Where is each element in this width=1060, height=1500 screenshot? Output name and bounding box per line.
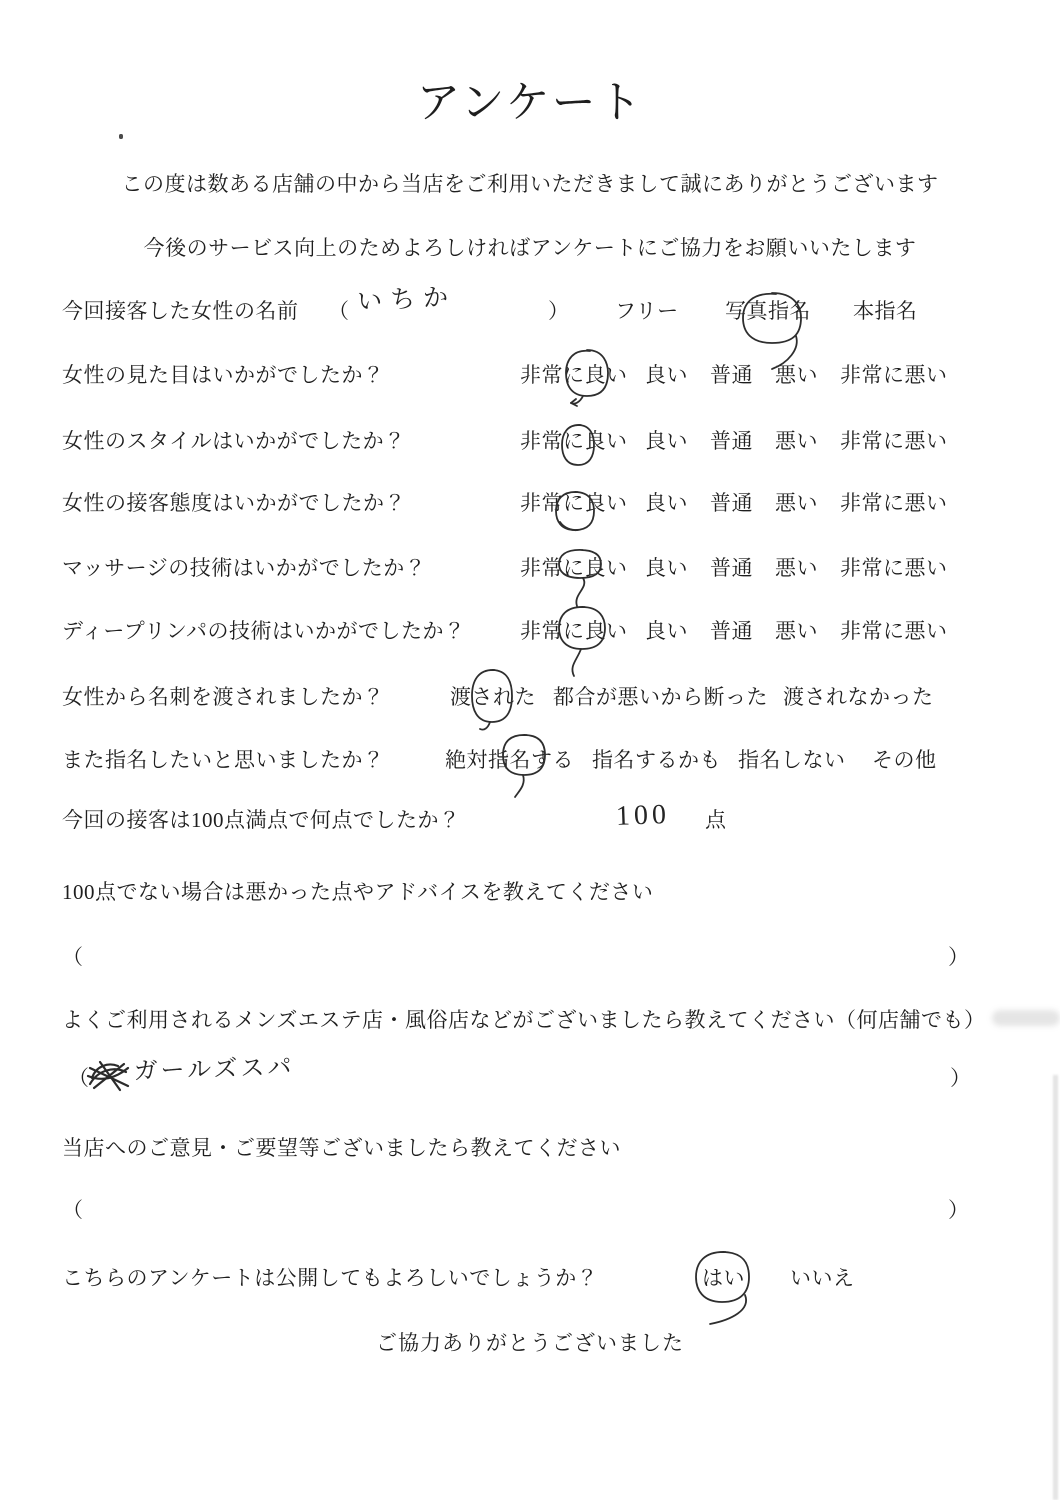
question-label: 女性から名刺を渡されましたか？: [62, 685, 385, 709]
advice-prompt-row: [0, 878, 1060, 908]
question-label: 女性の接客態度はいかがでしたか？: [62, 491, 406, 515]
shops-prompt-row: [0, 1006, 1060, 1036]
option-good: 良い: [645, 429, 688, 453]
answer-paren-open: （: [68, 1066, 90, 1090]
scan-speck: [119, 134, 123, 139]
option-very-good: 非常に良い: [520, 619, 628, 643]
question-label: こちらのアンケートは公開してもよろしいでしょうか？: [62, 1266, 599, 1290]
option-definitely: 絶対指名する: [445, 748, 574, 772]
option-normal: 普通: [710, 619, 753, 643]
closing-row: [0, 1329, 1060, 1359]
rating-row-lymph: [0, 617, 1060, 647]
option-very-good: 非常に良い: [520, 556, 628, 580]
option-photo-nomination: 写真指名: [725, 299, 811, 323]
option-very-bad: 非常に悪い: [840, 556, 948, 580]
question-label: ディープリンパの技術はいかがでしたか？: [62, 619, 466, 643]
option-bad: 悪い: [775, 556, 818, 580]
question-label: 当店へのご意見・ご要望等ございましたら教えてください: [62, 1136, 621, 1160]
name-paren-open: （: [328, 299, 350, 323]
publish-question-row: [0, 1264, 1060, 1294]
option-free: フリー: [615, 299, 679, 323]
option-regular-nomination: 本指名: [853, 299, 918, 323]
option-bad: 悪い: [775, 363, 818, 387]
option-very-bad: 非常に悪い: [840, 491, 948, 515]
option-normal: 普通: [710, 491, 753, 515]
name-question-row: [0, 283, 1060, 327]
repeat-nomination-row: [0, 746, 1060, 776]
question-label: 女性の見た目はいかがでしたか？: [62, 363, 385, 387]
question-label: マッサージの技術はいかがでしたか？: [62, 556, 427, 580]
answer-paren-open: （: [62, 945, 84, 969]
handwritten-shop-answer: ガールズスパ: [133, 1054, 295, 1086]
option-bad: 悪い: [775, 491, 818, 515]
option-normal: 普通: [710, 363, 753, 387]
opinion-answer-row: [0, 1196, 1060, 1226]
answer-paren-close: ）: [948, 945, 970, 969]
name-paren-close: ）: [548, 299, 570, 323]
option-very-bad: 非常に悪い: [840, 429, 948, 453]
page-title: アンケート: [416, 78, 644, 127]
title-row: [0, 76, 1060, 130]
option-no: 指名しない: [738, 748, 846, 772]
option-normal: 普通: [710, 556, 753, 580]
option-good: 良い: [645, 363, 688, 387]
handwritten-name: いちか: [356, 283, 457, 317]
option-yes: はい: [702, 1266, 745, 1290]
option-very-bad: 非常に悪い: [840, 363, 948, 387]
option-maybe: 指名するかも: [592, 748, 721, 772]
closing-message: ご協力ありがとうございました: [376, 1331, 684, 1355]
answer-paren-open: （: [62, 1198, 84, 1222]
option-bad: 悪い: [775, 429, 818, 453]
rating-row-massage: [0, 554, 1060, 584]
name-question-label: 今回接客した女性の名前: [62, 299, 299, 323]
option-good: 良い: [645, 491, 688, 515]
option-very-good: 非常に良い: [520, 429, 628, 453]
shops-answer-row: [0, 1054, 1060, 1094]
option-other: その他: [872, 748, 937, 772]
option-no: いいえ: [790, 1266, 855, 1290]
question-label: 100点でない場合は悪かった点やアドバイスを教えてください: [62, 880, 654, 904]
option-very-good: 非常に良い: [520, 363, 628, 387]
option-declined: 都合が悪いから断った: [553, 685, 768, 709]
intro-line-1: この度は数ある店舗の中から当店をご利用いただきまして誠にありがとうございます: [121, 172, 939, 196]
question-label: 今回の接客は100点満点で何点でしたか？: [62, 808, 461, 832]
intro-line-2: 今後のサービス向上のためよろしければアンケートにご協力をお願いいたします: [143, 236, 917, 260]
rating-row-looks: [0, 361, 1060, 391]
question-label: 女性のスタイルはいかがでしたか？: [62, 429, 406, 453]
question-label: また指名したいと思いましたか？: [62, 748, 385, 772]
handwritten-score: 100: [615, 799, 671, 832]
answer-paren-close: ）: [948, 1198, 970, 1222]
intro-row-2: [0, 234, 1060, 264]
score-unit: 点: [705, 808, 727, 832]
business-card-row: [0, 683, 1060, 713]
option-received: 渡された: [450, 685, 536, 709]
option-bad: 悪い: [775, 619, 818, 643]
option-very-good: 非常に良い: [520, 491, 628, 515]
option-not-received: 渡されなかった: [783, 685, 934, 709]
option-good: 良い: [645, 619, 688, 643]
rating-row-style: [0, 427, 1060, 457]
option-good: 良い: [645, 556, 688, 580]
option-normal: 普通: [710, 429, 753, 453]
question-label: よくご利用されるメンズエステ店・風俗店などがございましたら教えてください（何店舗でも）: [62, 1008, 986, 1032]
score-row: [0, 799, 1060, 836]
intro-row-1: [0, 170, 1060, 200]
answer-paren-close: ）: [950, 1066, 972, 1090]
advice-answer-row: [0, 943, 1060, 973]
rating-row-service: [0, 489, 1060, 519]
option-very-bad: 非常に悪い: [840, 619, 948, 643]
opinion-prompt-row: [0, 1134, 1060, 1164]
